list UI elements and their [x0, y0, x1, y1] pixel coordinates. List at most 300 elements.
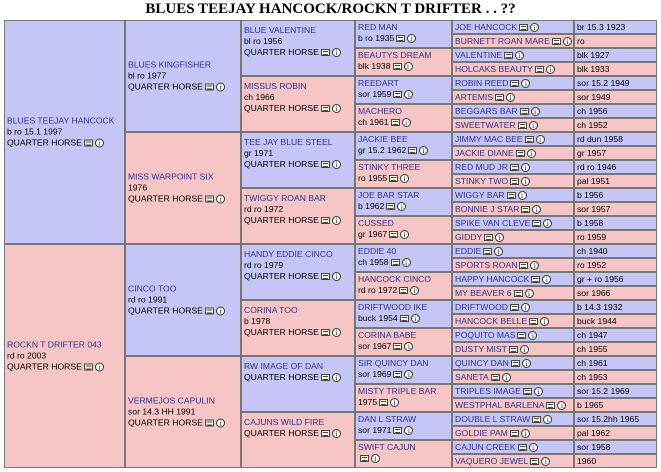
horse-cell-gen3-6 [241, 356, 355, 412]
pedigree-icon[interactable] [400, 315, 409, 322]
horse-cell-gen3-3 [241, 188, 355, 244]
info-icon[interactable]: i [332, 104, 341, 113]
info-icon[interactable]: i [534, 387, 543, 396]
horse-name-link[interactable]: TRIPLES IMAGE [455, 386, 521, 396]
horse-cell-gen3-1 [241, 76, 355, 132]
horse-name-link[interactable]: TEE JAY BLUE STEEL [244, 137, 333, 147]
pedigree-icon[interactable] [509, 346, 518, 353]
info-icon[interactable]: i [404, 426, 413, 435]
pedigree-icon[interactable] [321, 161, 330, 168]
horse-detail-gen5-25 [574, 370, 657, 384]
horse-cell-gen1-1 [4, 244, 125, 468]
breed-label: QUARTER HORSE [244, 372, 319, 382]
pedigree-icon[interactable] [399, 287, 408, 294]
horse-name-link[interactable]: REEDART [358, 78, 399, 88]
horse-name-link[interactable]: HOLCAKS BEAUTY [455, 64, 533, 74]
horse-cell-gen5-14 [452, 216, 574, 230]
horse-name-link[interactable]: VERMEJOS CAPULIN [128, 395, 215, 406]
horse-name-link[interactable]: SWIFT CAJUN [358, 442, 416, 452]
pedigree-icon[interactable] [535, 66, 544, 73]
horse-info [128, 60, 238, 93]
pedigree-icon[interactable] [484, 234, 493, 241]
horse-cell-gen3-0 [241, 20, 355, 76]
info-icon[interactable]: i [332, 160, 341, 169]
horse-detail-gen5-23 [574, 342, 657, 356]
horse-name-link[interactable]: CAJUN CREEK [455, 442, 516, 452]
info-icon[interactable]: i [521, 79, 530, 88]
info-icon[interactable]: i [495, 233, 504, 242]
horse-name-link[interactable]: SANETA [455, 372, 489, 382]
horse-details: pal 1962 [577, 428, 610, 438]
pedigree-icon[interactable] [552, 38, 561, 45]
horse-details: sor 1958 [577, 442, 611, 452]
info-icon[interactable]: i [411, 314, 420, 323]
horse-detail-gen5-26 [574, 384, 657, 398]
info-icon[interactable]: i [546, 65, 555, 74]
horse-name-link[interactable]: BLUE VALENTINE [244, 25, 316, 35]
pedigree-icon[interactable] [321, 49, 330, 56]
breed-label: QUARTER HORSE [244, 428, 319, 438]
pedigree-icon[interactable] [530, 458, 539, 465]
horse-details: ro 1952 [577, 260, 607, 270]
horse-name-link[interactable]: ROBIN REED [455, 78, 509, 88]
breed-label: QUARTER HORSE [128, 305, 203, 316]
horse-info [7, 340, 122, 373]
horse-cell-gen5-18 [452, 272, 574, 286]
pedigree-icon[interactable] [396, 35, 405, 42]
horse-cell-gen5-8 [452, 132, 574, 146]
horse-cell-gen4-0 [355, 20, 452, 48]
pedigree-icon[interactable] [521, 206, 530, 213]
pedigree-icon[interactable] [518, 444, 527, 451]
horse-name-link[interactable]: ROCKN T DRIFTER 043 [7, 339, 102, 350]
horse-cell-gen4-12 [355, 356, 452, 384]
pedigree-icon[interactable] [321, 105, 330, 112]
pedigree-icon[interactable] [84, 364, 93, 371]
horse-name-link[interactable]: QUINCY DAN [455, 358, 509, 368]
info-icon[interactable]: i [530, 261, 539, 270]
horse-name-link[interactable]: JACKIE DIANE [455, 148, 514, 158]
info-icon[interactable]: i [216, 307, 225, 316]
info-icon[interactable]: i [521, 303, 530, 312]
horse-cell-gen4-9 [355, 272, 452, 300]
info-icon[interactable]: i [521, 163, 530, 172]
horse-detail-gen5-2 [574, 48, 657, 62]
horse-cell-gen5-29 [452, 426, 574, 440]
horse-name-link[interactable]: HANCOCK BELLE [455, 316, 528, 326]
pedigree-icon[interactable] [379, 399, 388, 406]
info-icon[interactable]: i [95, 363, 104, 372]
pedigree-icon[interactable] [546, 402, 555, 409]
horse-details: sor 15.2 1969 [577, 386, 630, 396]
horse-name-link[interactable]: HANCOCK CINCO [358, 274, 432, 284]
horse-details: rd ro 1979 [244, 260, 284, 270]
info-icon[interactable]: i [332, 272, 341, 281]
info-icon[interactable]: i [543, 415, 552, 424]
horse-details: rd dun 1958 [577, 134, 623, 144]
horse-details: 1976 [128, 182, 148, 193]
horse-detail-gen5-13 [574, 202, 657, 216]
horse-detail-gen5-6 [574, 104, 657, 118]
horse-name-link[interactable]: TWIGGY ROAN BAR [244, 193, 326, 203]
horse-cell-gen1-0 [4, 20, 125, 244]
horse-cell-gen4-3 [355, 104, 452, 132]
horse-cell-gen4-6 [355, 188, 452, 216]
horse-name-link[interactable]: MACHERO [358, 106, 402, 116]
pedigree-icon[interactable] [517, 332, 526, 339]
info-icon[interactable]: i [521, 429, 530, 438]
horse-info [128, 396, 238, 429]
info-icon[interactable]: i [371, 454, 380, 463]
horse-name-link[interactable]: CORINA TOO [244, 305, 298, 315]
pedigree-icon[interactable] [321, 329, 330, 336]
horse-cell-gen4-7 [355, 216, 452, 244]
horse-info [244, 193, 352, 226]
info-icon[interactable]: i [95, 139, 104, 148]
horse-name-link[interactable]: BEAUTYS DREAM [358, 50, 432, 60]
horse-cell-gen3-2 [241, 132, 355, 188]
horse-name-link[interactable]: MY BEAVER 6 [455, 288, 512, 298]
horse-info [244, 417, 352, 439]
horse-detail-gen5-17 [574, 258, 657, 272]
horse-cell-gen4-15 [355, 440, 452, 468]
horse-cell-gen4-1 [355, 48, 452, 76]
pedigree-icon[interactable] [393, 427, 402, 434]
pedigree-icon[interactable] [205, 420, 214, 427]
horse-details: buck 1944 [577, 316, 617, 326]
pedigree-icon[interactable] [391, 259, 400, 266]
pedigree-icon[interactable] [389, 175, 398, 182]
horse-name-link[interactable]: POQUITO MAS [455, 330, 516, 340]
horse-cell-gen4-10 [355, 300, 452, 328]
info-icon[interactable]: i [404, 62, 413, 71]
horse-name-link[interactable]: ARTEMIS [455, 92, 494, 102]
horse-name-link[interactable]: RED MAN [358, 22, 398, 32]
horse-name-link[interactable]: BURNETT ROAN MARE [455, 36, 550, 46]
info-icon[interactable]: i [540, 317, 549, 326]
horse-info [244, 137, 352, 170]
horse-info [7, 116, 122, 149]
pedigree-icon[interactable] [321, 217, 330, 224]
horse-name-link[interactable]: DRIFTWOOD [455, 302, 508, 312]
horse-details: bl ro 1977 [128, 70, 167, 81]
horse-cell-gen5-22 [452, 328, 574, 342]
pedigree-icon[interactable] [386, 203, 395, 210]
horse-detail-gen5-27 [574, 398, 657, 412]
pedigree-icon[interactable] [504, 52, 513, 59]
info-icon[interactable]: i [542, 275, 551, 284]
horse-cell-gen4-4 [355, 132, 452, 160]
horse-cell-gen5-31 [452, 454, 574, 468]
horse-name-link[interactable]: CUSSED [358, 218, 394, 228]
pedigree-icon[interactable] [514, 290, 523, 297]
horse-name-link[interactable]: SPORTS ROAN [455, 260, 518, 270]
info-icon[interactable]: i [520, 345, 529, 354]
info-icon[interactable]: i [525, 289, 534, 298]
info-icon[interactable]: i [400, 230, 409, 239]
horse-cell-gen3-4 [241, 244, 355, 300]
horse-name-link[interactable]: DRIFTWOOD IKE [358, 302, 428, 312]
horse-details: gr 15.2 1962 [358, 145, 407, 155]
horse-name-link[interactable]: DAN L STRAW [358, 414, 417, 424]
info-icon[interactable]: i [332, 373, 341, 382]
horse-details: ro 1959 [577, 232, 607, 242]
info-icon[interactable]: i [216, 83, 225, 92]
breed-label: QUARTER HORSE [244, 159, 319, 169]
horse-cell-gen5-2 [452, 48, 574, 62]
pedigree-icon[interactable] [393, 91, 402, 98]
horse-detail-gen5-8 [574, 132, 657, 146]
horse-name-link[interactable]: VALENTINE [455, 50, 503, 60]
horse-details: bl ro 1956 [244, 36, 283, 46]
pedigree-icon[interactable] [529, 318, 538, 325]
pedigree-icon[interactable] [519, 24, 528, 31]
horse-name-link[interactable]: CAJUNS WILD FIRE [244, 417, 325, 427]
horse-details: ch 1956 [577, 106, 608, 116]
pedigree-icon[interactable] [532, 220, 541, 227]
pedigree-icon[interactable] [491, 374, 500, 381]
horse-cell-gen5-21 [452, 314, 574, 328]
horse-cell-gen5-16 [452, 244, 574, 258]
horse-details: blk 1938 [358, 61, 391, 71]
pedigree-icon[interactable] [525, 136, 534, 143]
horse-detail-gen5-28 [574, 412, 657, 426]
pedigree-icon[interactable] [321, 430, 330, 437]
horse-detail-gen5-9 [574, 146, 657, 160]
info-icon[interactable]: i [494, 247, 503, 256]
horse-name-link[interactable]: CINCO TOO [128, 283, 177, 294]
horse-detail-gen5-11 [574, 174, 657, 188]
horse-detail-gen5-22 [574, 328, 657, 342]
horse-details: ch 1952 [577, 120, 608, 130]
pedigree-icon[interactable] [391, 119, 400, 126]
horse-details: sor 15.2hh 1965 [577, 414, 640, 424]
info-icon[interactable]: i [400, 174, 409, 183]
info-icon[interactable]: i [332, 328, 341, 337]
horse-name-link[interactable]: GIDDY [455, 232, 483, 242]
info-icon[interactable]: i [402, 118, 411, 127]
horse-name-link[interactable]: HANDY EDDIE CINCO [244, 249, 333, 259]
horse-name-link[interactable]: MISTY TRIPLE BAR [358, 386, 437, 396]
info-icon[interactable]: i [529, 121, 538, 130]
pedigree-icon[interactable] [531, 276, 540, 283]
pedigree-icon[interactable] [205, 84, 214, 91]
horse-detail-gen5-20 [574, 300, 657, 314]
info-icon[interactable]: i [407, 34, 416, 43]
horse-details: sor 15.2 1949 [577, 78, 630, 88]
horse-name-link[interactable]: STINKY TWO [455, 176, 509, 186]
horse-details: ch 1958 [358, 257, 389, 267]
horse-name-link[interactable]: WIGGY BAR [455, 190, 505, 200]
horse-cell-gen5-28 [452, 412, 574, 426]
info-icon[interactable]: i [216, 419, 225, 428]
horse-info [128, 172, 238, 205]
horse-info [244, 361, 352, 383]
horse-details: sor 1957 [577, 204, 611, 214]
info-icon[interactable]: i [536, 135, 545, 144]
info-icon[interactable]: i [332, 216, 341, 225]
horse-cell-gen5-1 [452, 34, 574, 48]
horse-detail-gen5-15 [574, 230, 657, 244]
horse-details: gr 1971 [244, 148, 274, 158]
horse-cell-gen5-26 [452, 384, 574, 398]
pedigree-icon[interactable] [205, 196, 214, 203]
pedigree-icon[interactable] [84, 140, 93, 147]
horse-name-link[interactable]: EDDIE 40 [358, 246, 397, 256]
horse-detail-gen5-19 [574, 286, 657, 300]
horse-details: ch 1961 [577, 358, 608, 368]
info-icon[interactable]: i [410, 286, 419, 295]
info-icon[interactable]: i [528, 331, 537, 340]
breed-label: QUARTER HORSE [128, 81, 203, 92]
horse-details: blk 1927 [577, 50, 610, 60]
pedigree-icon[interactable] [516, 150, 525, 157]
horse-name-link[interactable]: JACKIE BEE [358, 134, 408, 144]
pedigree-icon[interactable] [483, 248, 492, 255]
info-icon[interactable]: i [531, 107, 540, 116]
pedigree-icon[interactable] [510, 178, 519, 185]
horse-name-link[interactable]: SIR QUINCY DAN [358, 358, 429, 368]
info-icon[interactable]: i [563, 37, 572, 46]
pedigree-icon[interactable] [321, 273, 330, 280]
horse-name-link[interactable]: BLUES TEEJAY HANCOCK [7, 115, 115, 126]
horse-cell-gen5-5 [452, 90, 574, 104]
horse-detail-gen5-21 [574, 314, 657, 328]
horse-info [128, 284, 238, 317]
info-icon[interactable]: i [557, 401, 566, 410]
horse-details: ch 1961 [358, 117, 389, 127]
horse-detail-gen5-1 [574, 34, 657, 48]
horse-cell-gen5-0 [452, 20, 574, 34]
info-icon[interactable]: i [390, 398, 399, 407]
horse-name-link[interactable]: SPIKE VAN CLEVE [455, 218, 531, 228]
horse-name-link[interactable]: EDDIE [455, 246, 482, 256]
horse-detail-gen5-29 [574, 426, 657, 440]
info-icon[interactable]: i [541, 457, 550, 466]
pedigree-icon[interactable] [532, 416, 541, 423]
info-icon[interactable]: i [532, 205, 541, 214]
info-icon[interactable]: i [521, 177, 530, 186]
info-icon[interactable]: i [506, 93, 515, 102]
pedigree-icon[interactable] [408, 147, 417, 154]
info-icon[interactable]: i [529, 443, 538, 452]
horse-name-link[interactable]: CORINA BABE [358, 330, 417, 340]
pedigree-icon[interactable] [510, 80, 519, 87]
horse-name-link[interactable]: JOE BAR STAR [358, 190, 420, 200]
pedigree-icon[interactable] [495, 94, 504, 101]
horse-name-link[interactable]: MISSUS ROBIN [244, 81, 307, 91]
pedigree-icon[interactable] [393, 343, 402, 350]
horse-details: sor 1971 [358, 425, 392, 435]
horse-details: sor 1967 [358, 341, 392, 351]
horse-details: rd ro 1946 [577, 162, 617, 172]
horse-cell-gen5-23 [452, 342, 574, 356]
horse-details: ro 1955 [358, 173, 388, 183]
horse-name-link[interactable]: GOLDIE PAM [455, 428, 508, 438]
info-icon[interactable]: i [522, 359, 531, 368]
horse-cell-gen5-6 [452, 104, 574, 118]
pedigree-icon[interactable] [393, 63, 402, 70]
horse-name-link[interactable]: JIMMY MAC BEE [455, 134, 523, 144]
horse-cell-gen5-13 [452, 202, 574, 216]
horse-details: sor 14.3 HH 1991 [128, 406, 196, 417]
info-icon[interactable]: i [404, 90, 413, 99]
horse-name-link[interactable]: MISS WARPOINT SIX [128, 171, 214, 182]
horse-name-link[interactable]: SWEETWATER [455, 120, 516, 130]
info-icon[interactable]: i [543, 219, 552, 228]
horse-details: ch 1953 [577, 372, 608, 382]
info-icon[interactable]: i [404, 342, 413, 351]
pedigree-icon[interactable] [510, 164, 519, 171]
pedigree-icon[interactable] [510, 430, 519, 437]
horse-cell-gen5-9 [452, 146, 574, 160]
pedigree-icon[interactable] [321, 374, 330, 381]
horse-cell-gen5-24 [452, 356, 574, 370]
info-icon[interactable]: i [397, 202, 406, 211]
horse-name-link[interactable]: RED MUD JR [455, 162, 508, 172]
horse-info [244, 249, 352, 282]
horse-detail-gen5-12 [574, 188, 657, 202]
horse-cell-gen4-5 [355, 160, 452, 188]
horse-name-link[interactable]: WESTPHAL BARLENA [455, 400, 545, 410]
info-icon[interactable]: i [515, 51, 524, 60]
horse-details: b 1962 [358, 201, 385, 211]
horse-name-link[interactable]: BLUES KINGFISHER [128, 59, 212, 70]
info-icon[interactable]: i [332, 429, 341, 438]
info-icon[interactable]: i [402, 258, 411, 267]
pedigree-icon[interactable] [360, 455, 369, 462]
info-icon[interactable]: i [527, 149, 536, 158]
info-icon[interactable]: i [404, 370, 413, 379]
horse-cell-gen2-2 [125, 244, 241, 356]
horse-name-link[interactable]: BEGGARS BAR [455, 106, 518, 116]
horse-detail-gen5-14 [574, 216, 657, 230]
pedigree-icon[interactable] [511, 360, 520, 367]
breed-label: QUARTER HORSE [128, 193, 203, 204]
horse-name-link[interactable]: JOE HANCOCK [455, 22, 518, 32]
horse-name-link[interactable]: BONNIE J STAR [455, 204, 520, 214]
pedigree-icon[interactable] [518, 122, 527, 129]
horse-detail-gen5-30 [574, 440, 657, 454]
pedigree-icon[interactable] [519, 262, 528, 269]
pedigree-icon[interactable] [389, 231, 398, 238]
pedigree-icon[interactable] [523, 388, 532, 395]
horse-name-link[interactable]: DOUBLE L STRAW [455, 414, 531, 424]
info-icon[interactable]: i [518, 191, 527, 200]
pedigree-icon[interactable] [510, 304, 519, 311]
horse-name-link[interactable]: VAQUERO JEWEL [455, 456, 529, 466]
pedigree-icon[interactable] [520, 108, 529, 115]
pedigree-icon[interactable] [507, 192, 516, 199]
horse-cell-gen5-27 [452, 398, 574, 412]
horse-detail-gen5-10 [574, 160, 657, 174]
horse-name-link[interactable]: DUSTY MIST [455, 344, 507, 354]
horse-detail-gen5-3 [574, 62, 657, 76]
info-icon[interactable]: i [530, 23, 539, 32]
info-icon[interactable]: i [332, 48, 341, 57]
horse-detail-gen5-31 [574, 454, 657, 468]
pedigree-icon[interactable] [205, 308, 214, 315]
info-icon[interactable]: i [419, 146, 428, 155]
horse-name-link[interactable]: HAPPY HANCOCK [455, 274, 530, 284]
info-icon[interactable]: i [502, 373, 511, 382]
info-icon[interactable]: i [216, 195, 225, 204]
horse-name-link[interactable]: RW IMAGE OF DAN [244, 361, 324, 371]
horse-detail-gen5-24 [574, 356, 657, 370]
pedigree-icon[interactable] [393, 371, 402, 378]
horse-name-link[interactable]: STINKY THREE [358, 162, 421, 172]
horse-details: sor 1969 [358, 369, 392, 379]
